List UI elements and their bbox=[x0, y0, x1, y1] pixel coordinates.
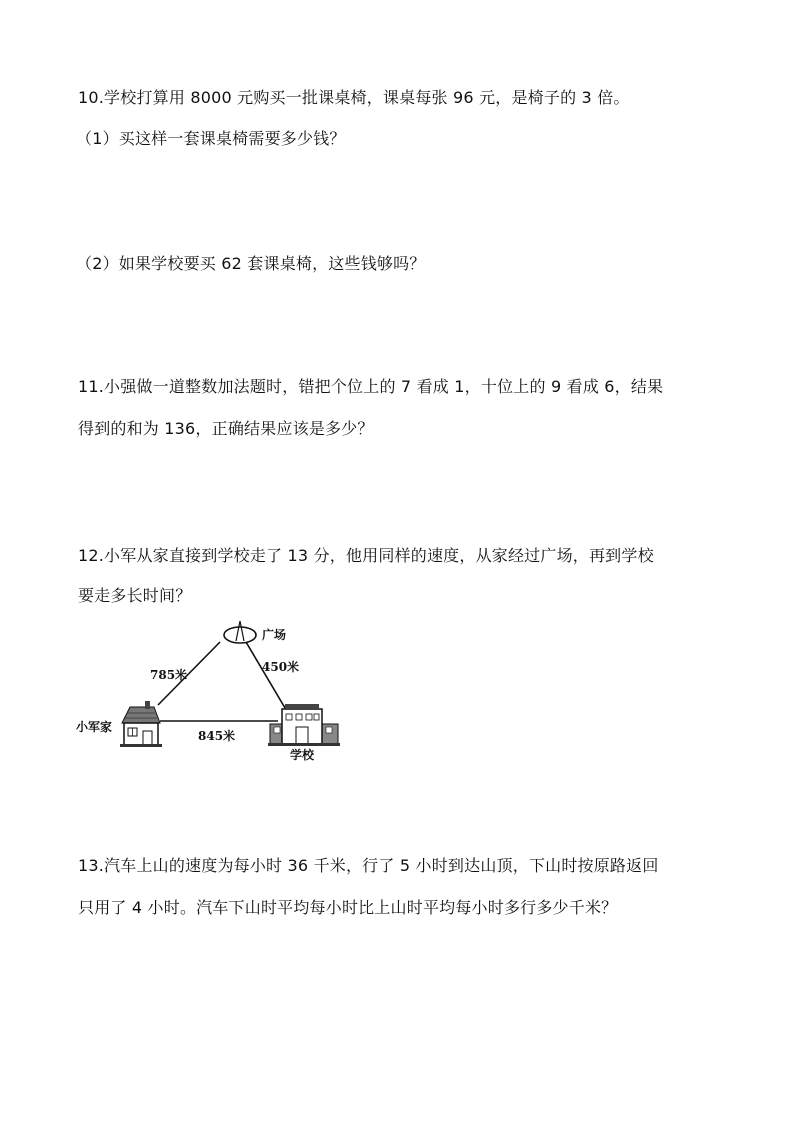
home-school-distance: 845米 bbox=[198, 729, 236, 743]
school-label: 学校 bbox=[290, 748, 315, 762]
home-plaza-distance: 785米 bbox=[150, 668, 188, 682]
question-10-part-2: （2）如果学校要买 62 套课桌椅，这些钱够吗？ bbox=[76, 254, 426, 273]
home-label: 小军家 bbox=[76, 720, 113, 734]
question-11-line-1: 11.小强做一道整数加法题时，错把个位上的 7 看成 1，十位上的 9 看成 6，结果 bbox=[78, 377, 664, 396]
route-plaza-school bbox=[246, 642, 288, 713]
question-10-text: 10.学校打算用 8000 元购买一批课桌椅，课桌每张 96 元，是椅子的 3 倍。 bbox=[78, 88, 630, 107]
plaza-label: 广场 bbox=[262, 628, 287, 642]
house-icon bbox=[120, 701, 162, 747]
school-icon bbox=[268, 704, 340, 746]
route-diagram bbox=[70, 615, 360, 765]
question-10-part-1: （1）买这样一套课桌椅需要多少钱？ bbox=[76, 129, 346, 148]
question-11-line-2: 得到的和为 136，正确结果应该是多少？ bbox=[78, 419, 374, 438]
plaza-school-distance: 450米 bbox=[262, 660, 300, 674]
question-13-line-2: 只用了 4 小时。汽车下山时平均每小时比上山时平均每小时多行多少千米？ bbox=[78, 898, 618, 917]
plaza-icon bbox=[224, 621, 256, 643]
question-12-line-1: 12.小军从家直接到学校走了 13 分，他用同样的速度，从家经过广场，再到学校 bbox=[78, 546, 654, 565]
question-13-line-1: 13.汽车上山的速度为每小时 36 千米，行了 5 小时到达山顶，下山时按原路返回 bbox=[78, 856, 659, 875]
question-12-line-2: 要走多长时间？ bbox=[78, 586, 192, 605]
